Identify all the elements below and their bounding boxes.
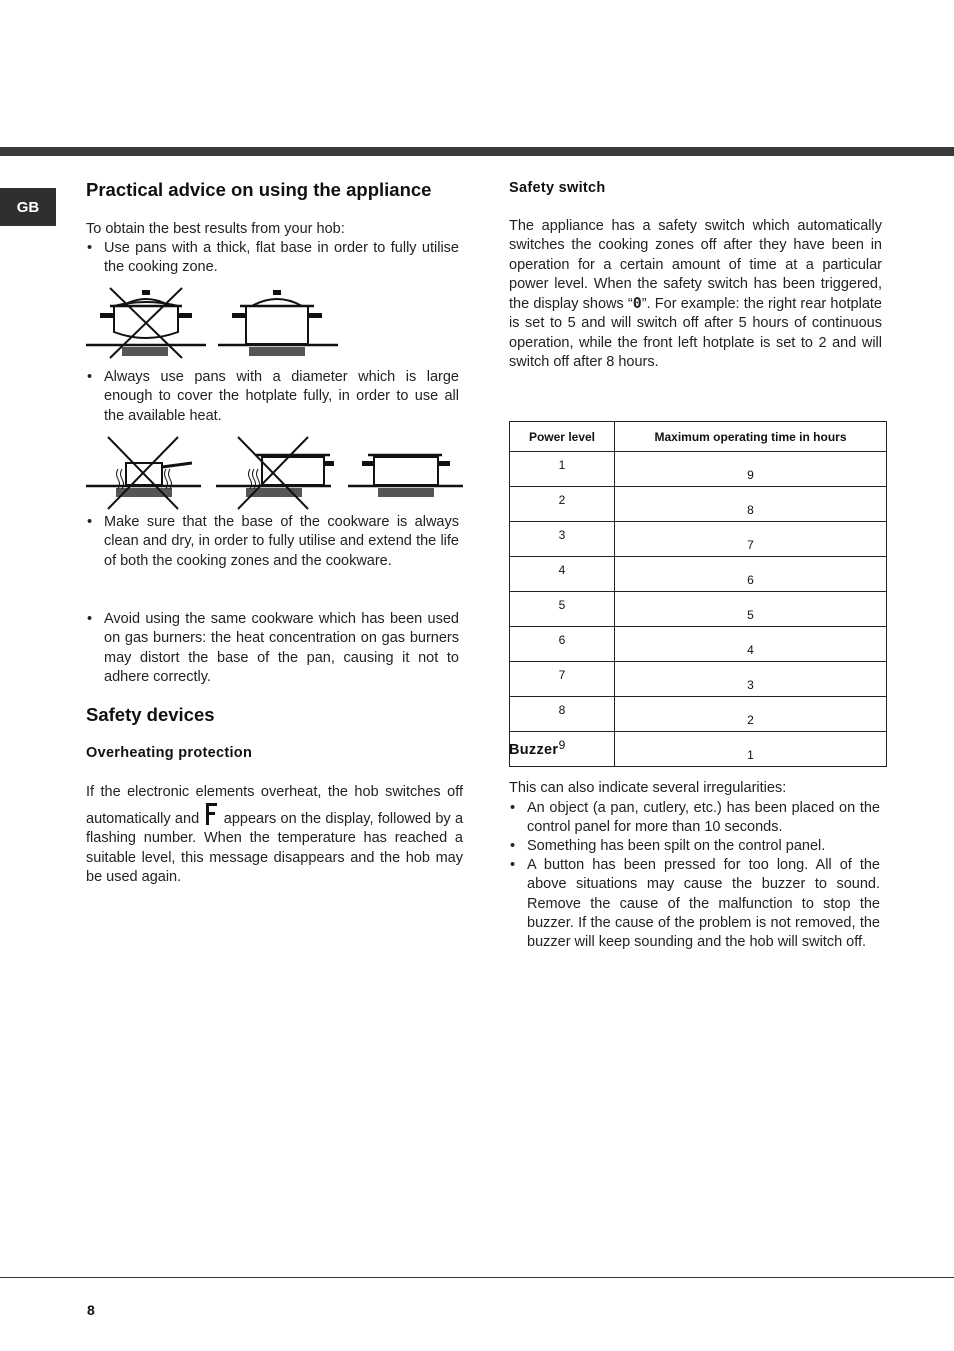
cell-max-time: 1	[615, 732, 887, 767]
safety-switch-text: The appliance has a safety switch which automatically switches the cooking zones off after they have been in operation for a certain amount of time at a particular power level. When the safety switch has been triggered, the display shows “0”. For example: the right rear hotplate is set to 5 and will switch off after 5 hours of continuous operation, while the front left hotplate is set to 2 and will switch off after 8 hours.	[509, 218, 882, 371]
subtitle-buzzer: Buzzer	[509, 742, 559, 758]
cell-max-time: 7	[615, 522, 887, 557]
table-row	[510, 697, 887, 732]
cell-power-level: 2	[510, 487, 615, 522]
subtitle-safety-switch: Safety switch	[509, 180, 606, 196]
display-f-icon	[205, 803, 217, 825]
cell-max-time: 2	[615, 697, 887, 732]
buzzer-bullet-3: • A button has been pressed for too long. All of the above situations may cause the buzzer to sound. Remove the cause of the malfunction to stop the buzzer. If the cause of the problem is not removed, the buzzer will keep sounding and the hob will switch off.	[509, 856, 880, 952]
header-max-time: Maximum operating time in hours	[615, 422, 887, 452]
overheating-text	[86, 783, 463, 888]
table-row	[510, 592, 887, 627]
buzzer-bullet-2: • Something has been spilt on the control panel.	[509, 837, 887, 856]
pan-base-illustration	[86, 284, 341, 360]
table-row	[510, 487, 887, 522]
cell-power-level: 4	[510, 557, 615, 592]
cell-power-level: 5	[510, 592, 615, 627]
advice-bullet-2: • Always use pans with a diameter which is large enough to cover the hotplate fully, in order to use all the available heat.	[86, 368, 459, 426]
intro-text: To obtain the best results from your hob:	[86, 221, 345, 237]
subtitle-overheating: Overheating protection	[86, 745, 253, 761]
cell-max-time: 5	[615, 592, 887, 627]
table-row	[510, 732, 887, 767]
display-zero-glyph: 0	[632, 294, 642, 313]
overheating-text-a: If the electronic elements overheat, the hob switches off automatically and	[86, 784, 463, 827]
table-row	[510, 662, 887, 697]
cell-power-level: 6	[510, 627, 615, 662]
table-header-row	[510, 422, 887, 452]
good-pan-icon	[218, 290, 338, 356]
small-pan-icon	[86, 437, 201, 509]
advice-bullet-1: • Use pans with a thick, flat base in order to fully utilise the cooking zone.	[86, 239, 459, 278]
cell-max-time: 9	[615, 452, 887, 487]
cell-power-level: 3	[510, 522, 615, 557]
cell-max-time: 6	[615, 557, 887, 592]
cell-max-time: 4	[615, 627, 887, 662]
header-power-level: Power level	[510, 422, 615, 452]
power-level-table	[509, 421, 887, 767]
language-tab: GB	[0, 188, 56, 226]
offset-pan-icon	[216, 437, 334, 509]
table-row	[510, 557, 887, 592]
footer-rule	[0, 1277, 954, 1278]
cell-power-level: 8	[510, 697, 615, 732]
correct-pan-icon	[348, 455, 463, 497]
table-row	[510, 627, 887, 662]
overheating-text-b: appears on the display, followed by a flashing number. When the temperature has reached a suitable level, this message disappears and the hob may be used again.	[86, 810, 464, 885]
table-row	[510, 522, 887, 557]
advice-bullet-3: • Make sure that the base of the cookware is always clean and dry, in order to fully utilise and extend the life of both the cooking zones and the cookware.	[86, 513, 459, 571]
buzzer-intro: This can also indicate several irregularities:	[509, 780, 787, 796]
advice-bullet-4: • Avoid using the same cookware which has been used on gas burners: the heat concentration on gas burners may distort the base of the pan, causing it not to adhere correctly.	[86, 610, 459, 687]
cell-max-time: 8	[615, 487, 887, 522]
header-bar	[0, 147, 954, 156]
page-number: 8	[87, 1302, 95, 1318]
cell-power-level: 1	[510, 452, 615, 487]
buzzer-bullet-1: • An object (a pan, cutlery, etc.) has been placed on the control panel for more than 10 seconds.	[509, 799, 880, 838]
cell-power-level: 7	[510, 662, 615, 697]
section-title-safety-devices: Safety devices	[86, 704, 215, 725]
cell-max-time: 3	[615, 662, 887, 697]
table-row	[510, 452, 887, 487]
pan-size-illustration	[86, 433, 464, 513]
cell-power-level: 9	[510, 732, 615, 767]
section-title-practical-advice: Practical advice on using the appliance	[86, 179, 432, 200]
